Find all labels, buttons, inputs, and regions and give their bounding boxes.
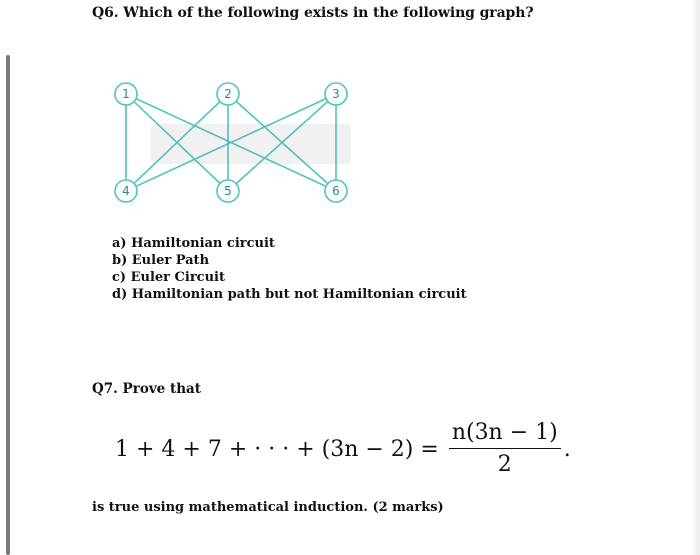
induction-formula: [115, 420, 571, 479]
option-d: d) Hamiltonian path but not Hamiltonian circuit: [112, 287, 467, 302]
question-7-footer: is true using mathematical induction. (2 marks): [92, 500, 444, 515]
node-6-label: 6: [332, 184, 340, 198]
question-6-options: [112, 235, 467, 303]
scroll-indicator: [6, 55, 10, 555]
formula-denominator: 2: [497, 452, 512, 477]
question-7-title: Q7. Prove that: [92, 381, 201, 397]
watermark: [151, 124, 351, 164]
node-2-label: 2: [224, 87, 232, 101]
option-b: b) Euler Path: [112, 253, 210, 268]
bipartite-graph: [96, 76, 366, 211]
formula-lhs: 1 + 4 + 7 + · · · + (3n − 2) =: [115, 437, 439, 462]
node-3-label: 3: [332, 87, 340, 101]
formula-period: .: [563, 437, 571, 462]
node-4-label: 4: [122, 184, 130, 198]
node-1-label: 1: [122, 87, 130, 101]
option-a: a) Hamiltonian circuit: [112, 236, 275, 251]
option-c: c) Euler Circuit: [112, 270, 225, 285]
page-edge-shadow: [690, 0, 700, 555]
formula-numerator: n(3n − 1): [449, 420, 561, 449]
formula-fraction: [449, 420, 561, 479]
node-5-label: 5: [224, 184, 232, 198]
question-6-title: Q6. Which of the following exists in the following graph?: [92, 5, 534, 21]
